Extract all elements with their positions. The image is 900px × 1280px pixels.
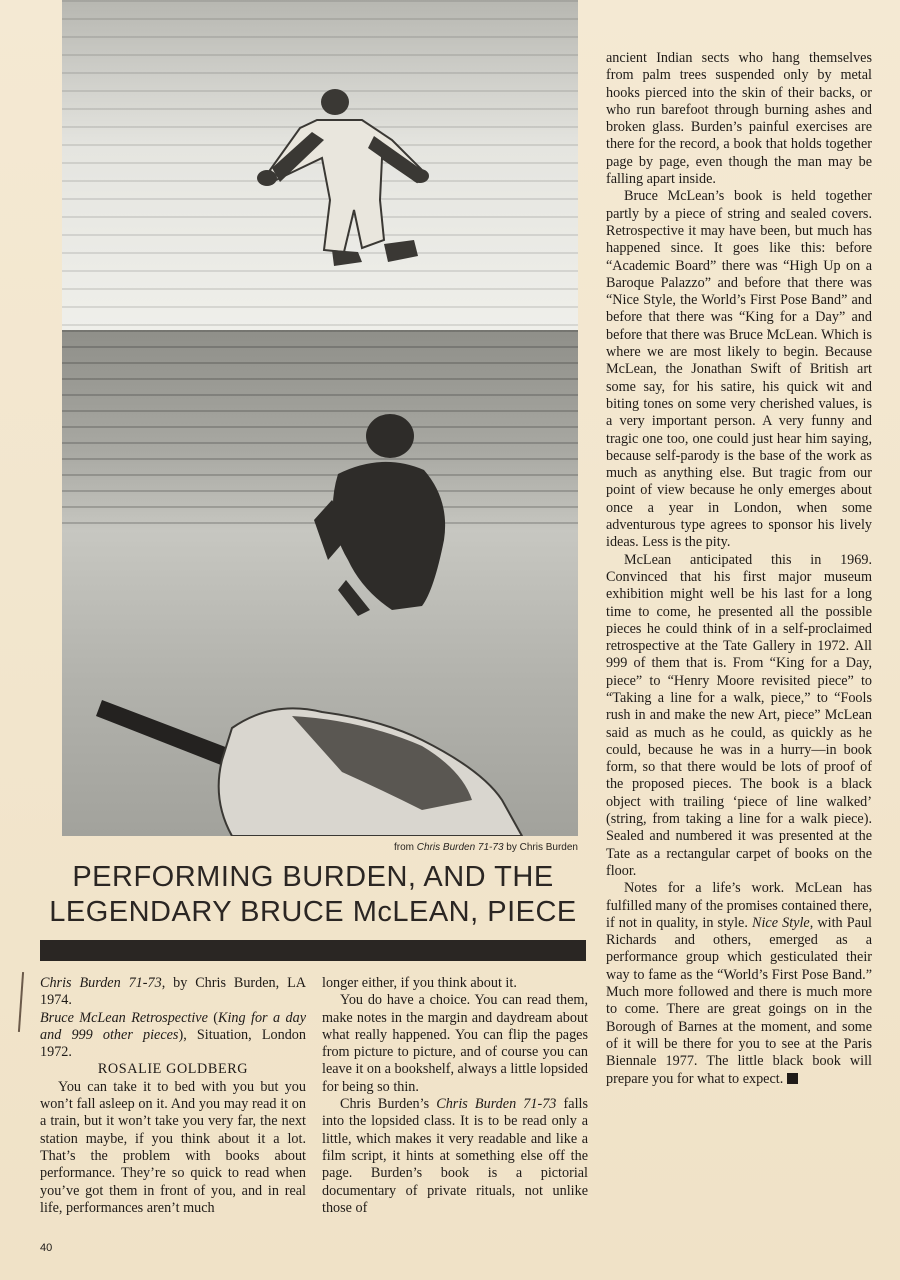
page-number: 40 (40, 1242, 53, 1254)
body-paragraph: McLean anticipated this in 1969. Convinced that his first major museum exhibition might well be his last for a long time to come, he presented all the possible pieces he could think of in a self-proclaimed retrospective at the Tate Gallery in 1972. All 999 of them that is. From “King for a Day, piece” to “Henry Moore revisited piece” to “Taking a line for a walk, piece,” to “Fools rush in and make the new Art, piece” McLean said as much as he could, as quickly as he could, because he was in a hurry—in book form, so that there would be lots of proof of the proposed pieces. The book is a black object with trailing ‘piece of line walked’ (string, from taking a line for a walk piece). Sealed and numbered it was presented at the Tate as a rectangular carpet of books on the floor. (606, 551, 872, 879)
headline-line-1: PERFORMING BURDEN, AND THE (72, 861, 554, 893)
caption-suffix: by Chris Burden (503, 842, 578, 853)
hand-with-pen (96, 700, 522, 836)
body-paragraph: Bruce McLean’s book is held together partly by a piece of string and sealed covers. Retrospective it may have been, but much has happened since. It goes like this: before “Academic Board” there was “High Up on a Baroque Palazzo” and before that there was “Nice Style, the World’s First Pose Band” and before that there was “King for a Day” and before that there was Bruce McLean. Which is where we are most likely to begin. Because McLean, the Jonathan Swift of British art some say, for his satire, his quick wit and biting tones on some very cherished values, is a very important person. A very funny and tragic one too, one could just hear him saying, because self-parody is the base of the work as much as anything else. But tragic from our point of view because he only emerges about once a year in London, when some adventurous type agrees to sponsor his lively ideas. Less is the pity. (606, 188, 872, 551)
suspended-figure (257, 89, 429, 266)
column-1 (40, 975, 306, 1217)
caption-title: Chris Burden 71-73 (416, 842, 504, 853)
photo-caption (394, 842, 578, 853)
body-paragraph: ancient Indian sects who hang themselves from palm trees suspended only by metal hooks pierced into the skin of their backs, or who run barefoot through burning ashes and broken glass. Burden’s painful exercises are there for the record, a book that holds together page by page, even though the man may be falling apart inside. (606, 50, 872, 188)
photo-figures (62, 0, 578, 836)
book-reference-2: Bruce McLean Retrospective (King for a day and 999 other pieces), Situation, London 1972. (40, 1009, 306, 1061)
end-mark-square (787, 1073, 798, 1084)
article-headline (40, 860, 586, 930)
body-paragraph: You do have a choice. You can read them, make notes in the margin and daydream about what really happened. You can flip the pages from picture to picture, and of course you can leave it on a bookshelf, always a little lopsided for being so thin. (322, 992, 588, 1095)
body-paragraph: Notes for a life’s work. McLean has fulfilled many of the promises contained there, if not in quality, in style. Nice Style, with Paul Richards and others, emerged as a performance group which gesticulated their way to fame as the “World’s First Pose Band.” Much more followed and there is much more to come. There are great goings on in the Borough of Barnes at the moment, and some of it will be there for you to see at the Paris Biennale 1977. The little black book will prepare you for what to expect. (606, 880, 872, 1087)
column-3 (606, 50, 872, 1088)
author-byline: ROSALIE GOLDBERG (97, 1061, 249, 1078)
body-paragraph: Chris Burden’s Chris Burden 71-73 falls into the lopsided class. It is to be read only a little, which makes it very readable and like a film script, it hints at something else off the page. Burden’s book is a pictorial documentary of private rituals, not unlike those of (322, 1096, 588, 1216)
headline-line-2: LEGENDARY BRUCE McLEAN, PIECE (49, 896, 577, 928)
body-paragraph: longer either, if you think about it. (322, 975, 517, 991)
pencil-margin-mark (18, 972, 24, 1032)
headline-rule (40, 940, 586, 961)
crouching-figure (314, 414, 445, 616)
column-2 (322, 975, 588, 1217)
body-paragraph: You can take it to bed with you but you won’t fall asleep on it. And you may read it on a train, but it won’t take you very far, the next station maybe, if you think about it a lot. That’s the problem with books about performance. They’re so quick to read when you’ve got them in front of you, and in real life, performances aren’t much (40, 1078, 306, 1216)
caption-prefix: from (394, 842, 417, 853)
book-reference-1: Chris Burden 71-73, by Chris Burden, LA 1974. (40, 975, 306, 1009)
performance-photo (62, 0, 578, 836)
